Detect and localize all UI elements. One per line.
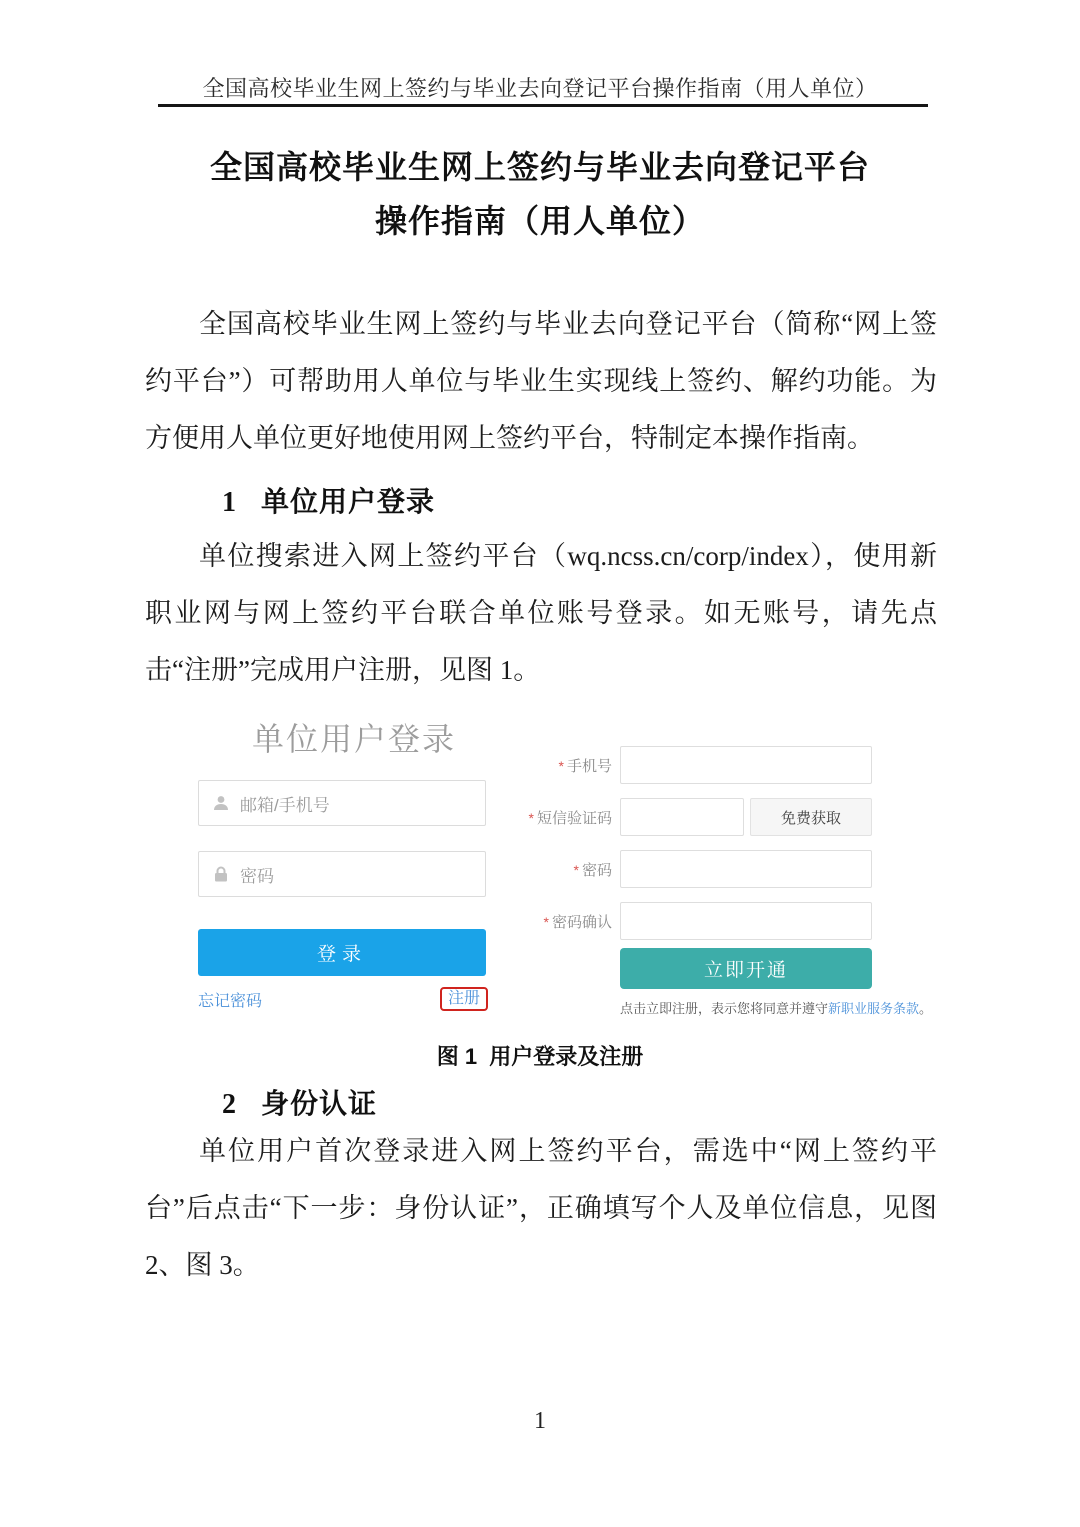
terms-agreement-text: 点击立即注册，表示您将同意并遵守新职业服务条款。 [620, 1001, 933, 1016]
section-1-title: 单位用户登录 [261, 486, 436, 517]
confirm-password-row [470, 902, 872, 940]
account-placeholder: 邮箱/手机号 [240, 795, 330, 815]
confirm-password-label: * 密码确认 [543, 913, 612, 931]
section-2-title: 身份认证 [261, 1088, 378, 1119]
lock-icon [212, 865, 230, 883]
running-header [140, 72, 940, 103]
figure-1-caption: 图 1 用户登录及注册 [436, 1044, 644, 1069]
service-terms-link[interactable]: 新职业服务条款 [828, 1001, 920, 1016]
get-sms-code-button[interactable]: 免费获取 [750, 798, 872, 836]
register-password-input[interactable] [620, 850, 872, 888]
account-input[interactable] [198, 780, 486, 826]
phone-label: * 手机号 [558, 757, 612, 775]
section-1-paragraph: 单位搜索进入网上签约平台（wq.ncss.cn/corp/index），使用新职业网与网上签约平台联合单位账号登录。如无账号，请先点击“注册”完成用户注册，见图 1。 [145, 541, 937, 685]
register-password-row [470, 850, 872, 888]
register-password-label: * 密码 [573, 861, 612, 879]
login-panel-title: 单位用户登录 [252, 721, 457, 757]
login-button[interactable]: 登录 [198, 929, 486, 976]
required-asterisk: * [528, 809, 534, 826]
section-2-paragraph: 单位用户首次登录进入网上签约平台，需选中“网上签约平台”后点击“下一步：身份认证”，正确填写个人及单位信息，见图 2、图 3。 [145, 1136, 937, 1280]
register-link-highlight-box [440, 987, 488, 1011]
login-links-row [198, 987, 488, 1011]
document-title [90, 140, 990, 248]
title-line-1: 全国高校毕业生网上签约与毕业去向登记平台 [209, 149, 870, 185]
register-link[interactable]: 注册 [447, 990, 480, 1007]
section-1-heading [222, 480, 435, 520]
header-rule [158, 104, 928, 107]
required-asterisk: * [543, 913, 549, 930]
phone-input[interactable] [620, 746, 872, 784]
sms-code-input[interactable] [620, 798, 744, 836]
title-line-2: 操作指南（用人单位） [374, 203, 705, 239]
figure-1-screenshot [170, 700, 933, 1035]
intro-paragraph: 全国高校毕业生网上签约与毕业去向登记平台（简称“网上签约平台”）可帮助用人单位与毕业生实现线上签约、解约功能。为方便用人单位更好地使用网上签约平台，特制定本操作指南。 [145, 309, 937, 453]
phone-row [470, 746, 872, 784]
password-placeholder: 密码 [240, 866, 274, 886]
required-asterisk: * [558, 757, 564, 774]
sms-code-row [470, 798, 872, 836]
section-1-number: 1 [222, 487, 237, 518]
activate-now-button[interactable]: 立即开通 [620, 948, 872, 989]
required-asterisk: * [573, 861, 579, 878]
sms-code-label: * 短信验证码 [528, 809, 612, 827]
page-number: 1 [534, 1408, 546, 1434]
section-2-number: 2 [222, 1089, 237, 1120]
section-2-heading [222, 1082, 377, 1122]
confirm-password-input[interactable] [620, 902, 872, 940]
password-input[interactable] [198, 851, 486, 897]
running-header-text: 全国高校毕业生网上签约与毕业去向登记平台操作指南（用人单位） [202, 76, 878, 101]
user-icon [212, 794, 230, 812]
forgot-password-link[interactable]: 忘记密码 [198, 992, 263, 1010]
